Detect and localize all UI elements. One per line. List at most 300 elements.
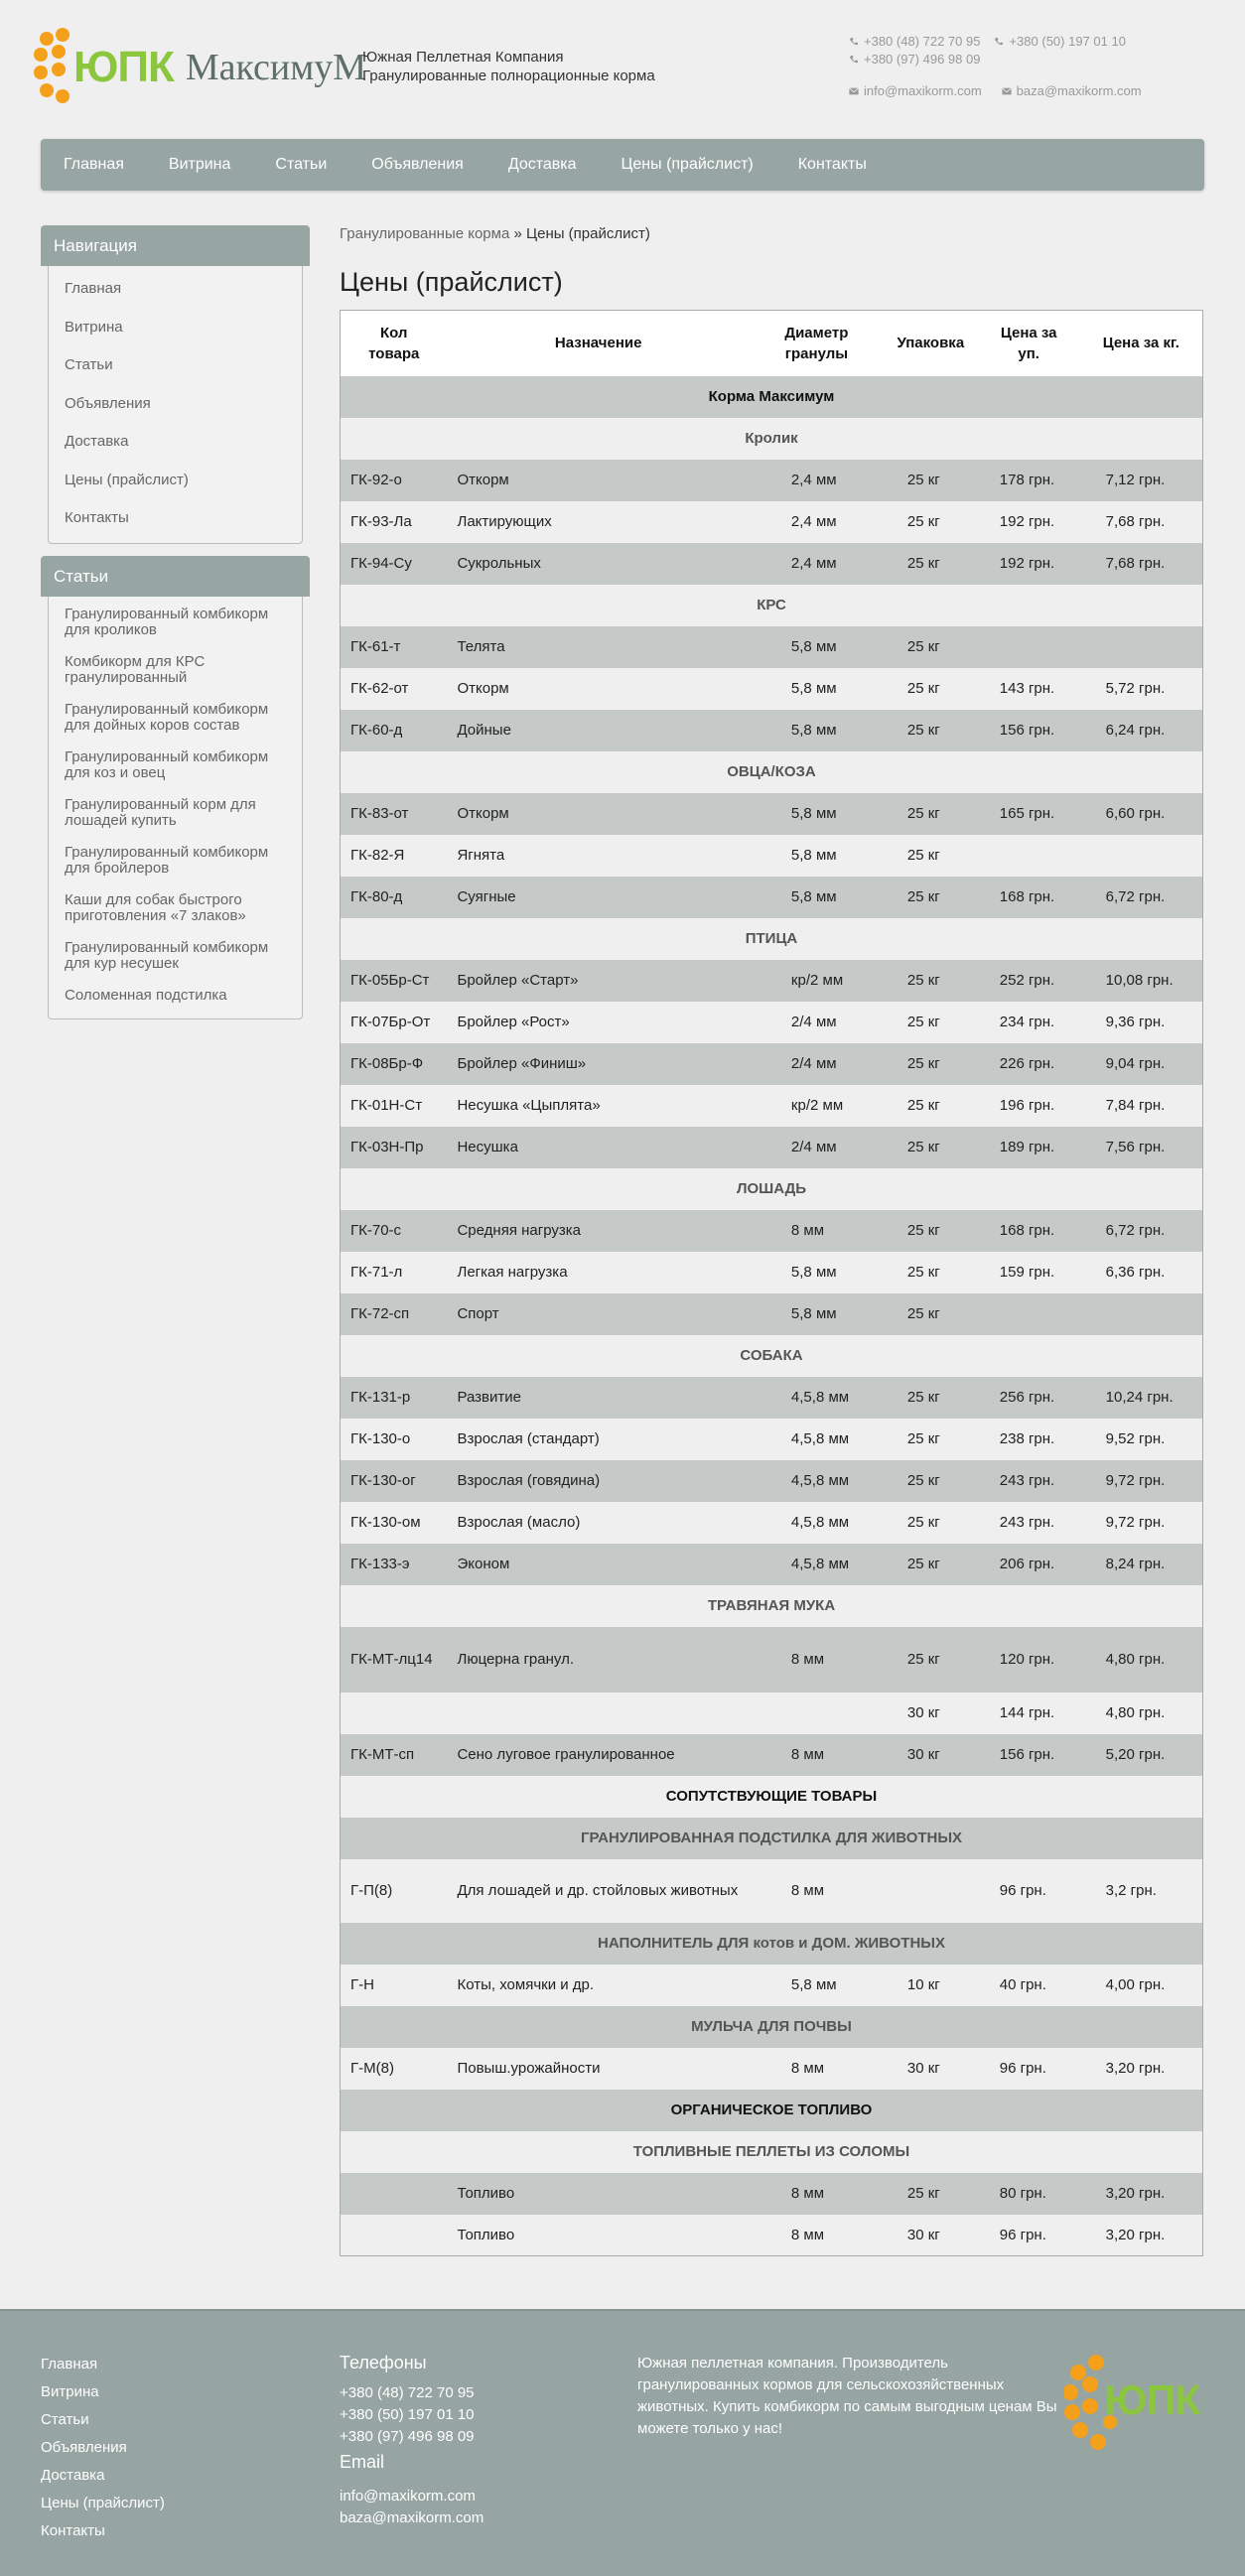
- cell-diameter: кр/2 мм: [750, 960, 884, 1002]
- cell-purpose: Эконом: [447, 1544, 749, 1585]
- cell-price-pack: [978, 835, 1080, 877]
- cell-code: ГК-72-сп: [341, 1293, 448, 1335]
- table-row: [341, 1085, 1203, 1127]
- cell-package: 25 кг: [884, 1210, 978, 1252]
- nav-home[interactable]: Главная: [64, 156, 124, 173]
- cell-purpose: Бройлер «Финиш»: [447, 1043, 749, 1085]
- cell-package: 25 кг: [884, 1544, 978, 1585]
- cell-purpose: Сукрольных: [447, 543, 749, 585]
- cell-diameter: 4,5,8 мм: [750, 1419, 884, 1460]
- cell-price-pack: 168 грн.: [978, 877, 1080, 918]
- cell-diameter: 5,8 мм: [750, 1293, 884, 1335]
- footer-about: Южная пеллетная компания. Производитель гранулированных кормов для сельскохозяйственных животных. Купить комбикорм по самым выгодным ценам Вы можете только у нас!: [637, 2355, 1057, 2437]
- cell-price-pack: 168 грн.: [978, 1210, 1080, 1252]
- cell-price-pack: [978, 1293, 1080, 1335]
- cell-price-kg: 9,36 грн.: [1080, 1002, 1203, 1043]
- footer-phone[interactable]: +380 (97) 496 98 09: [340, 2428, 475, 2445]
- cell-price-kg: [1080, 626, 1203, 668]
- cell-price-kg: 5,20 грн.: [1080, 1734, 1203, 1776]
- cell-code: [341, 2173, 448, 2215]
- cell-price-kg: 9,72 грн.: [1080, 1460, 1203, 1502]
- sidebar-articles-title: Статьи: [41, 556, 310, 597]
- cell-purpose: Легкая нагрузка: [447, 1252, 749, 1293]
- section-row: [341, 751, 1203, 793]
- cell-diameter: кр/2 мм: [750, 1085, 884, 1127]
- cell-price-pack: 96 грн.: [978, 1859, 1080, 1923]
- cell-price-pack: 156 грн.: [978, 710, 1080, 751]
- cell-price-pack: 234 грн.: [978, 1002, 1080, 1043]
- cell-price-pack: 144 грн.: [978, 1693, 1080, 1734]
- cell-price-kg: 10,08 грн.: [1080, 960, 1203, 1002]
- price-table-body: [341, 376, 1203, 2256]
- section-row: [341, 2006, 1203, 2048]
- table-row: [341, 1859, 1203, 1923]
- cell-price-kg: 4,00 грн.: [1080, 1965, 1203, 2006]
- header-email-2[interactable]: baza@maxikorm.com: [1016, 83, 1142, 98]
- site-header: [0, 0, 1245, 139]
- section-row: [341, 918, 1203, 960]
- cell-price-pack: 156 грн.: [978, 1734, 1080, 1776]
- cell-package: 25 кг: [884, 960, 978, 1002]
- cell-price-kg: 5,72 грн.: [1080, 668, 1203, 710]
- cell-price-kg: 7,68 грн.: [1080, 501, 1203, 543]
- table-row: [341, 877, 1203, 918]
- table-row: [341, 1627, 1203, 1693]
- header-contacts: [849, 33, 1142, 100]
- sidebar-item-delivery[interactable]: Доставка: [65, 433, 129, 450]
- cell-price-pack: 80 грн.: [978, 2173, 1080, 2215]
- cell-code: ГК-94-Су: [341, 543, 448, 585]
- cell-package: 30 кг: [884, 1734, 978, 1776]
- cell-code: Г-П(8): [341, 1859, 448, 1923]
- cell-price-kg: 6,24 грн.: [1080, 710, 1203, 751]
- sidebar-nav-list: [48, 266, 303, 544]
- cell-purpose: Сено луговое гранулированное: [447, 1734, 749, 1776]
- logo-brand: МаксимуМ: [185, 47, 367, 88]
- table-row: [341, 960, 1203, 1002]
- main-navbar: [41, 139, 1204, 191]
- cell-purpose: Взрослая (говядина): [447, 1460, 749, 1502]
- cell-code: ГК-133-э: [341, 1544, 448, 1585]
- cell-code: ГК-80-д: [341, 877, 448, 918]
- table-row: [341, 1252, 1203, 1293]
- breadcrumb-separator: »: [509, 225, 526, 242]
- cell-code: ГК-61-т: [341, 626, 448, 668]
- cell-package: 25 кг: [884, 501, 978, 543]
- cell-code: ГК-130-о: [341, 1419, 448, 1460]
- cell-price-kg: 9,04 грн.: [1080, 1043, 1203, 1085]
- table-row: [341, 501, 1203, 543]
- cell-price-pack: 243 грн.: [978, 1460, 1080, 1502]
- cell-price-kg: 10,24 грн.: [1080, 1377, 1203, 1419]
- cell-code: Г-Н: [341, 1965, 448, 2006]
- sidebar-article-link[interactable]: Гранулированный комбикорм для кур несушек: [65, 939, 269, 972]
- table-row: [341, 2048, 1203, 2090]
- cell-price-pack: 165 грн.: [978, 793, 1080, 835]
- cell-package: 30 кг: [884, 1693, 978, 1734]
- section-title: НАПОЛНИТЕЛЬ ДЛЯ котов и ДОМ. ЖИВОТНЫХ: [341, 1923, 1203, 1965]
- footer-phone[interactable]: +380 (48) 722 70 95: [340, 2384, 475, 2401]
- cell-purpose: Несушка: [447, 1127, 749, 1168]
- footer-link-showcase[interactable]: Витрина: [41, 2383, 99, 2400]
- cell-price-pack: 192 грн.: [978, 543, 1080, 585]
- section-title: МУЛЬЧА ДЛЯ ПОЧВЫ: [341, 2006, 1203, 2048]
- table-row: [341, 1965, 1203, 2006]
- sidebar-item-home[interactable]: Главная: [65, 280, 122, 297]
- cell-package: 25 кг: [884, 460, 978, 501]
- cell-code: [341, 2215, 448, 2256]
- cell-diameter: [750, 1693, 884, 1734]
- col-header-diameter: Диаметр гранулы: [750, 311, 884, 376]
- cell-price-kg: [1080, 835, 1203, 877]
- table-row: [341, 835, 1203, 877]
- table-row: [341, 2173, 1203, 2215]
- header-phone-1[interactable]: +380 (48) 722 70 95: [864, 34, 981, 49]
- cell-diameter: 5,8 мм: [750, 1252, 884, 1293]
- cell-diameter: 2,4 мм: [750, 501, 884, 543]
- section-row: [341, 418, 1203, 460]
- cell-price-kg: 4,80 грн.: [1080, 1627, 1203, 1693]
- table-row: [341, 1544, 1203, 1585]
- cell-diameter: 8 мм: [750, 2048, 884, 2090]
- table-row: [341, 1210, 1203, 1252]
- cell-price-kg: 7,84 грн.: [1080, 1085, 1203, 1127]
- footer-email[interactable]: info@maxikorm.com: [340, 2488, 476, 2505]
- cell-diameter: 8 мм: [750, 1210, 884, 1252]
- cell-code: ГК-62-от: [341, 668, 448, 710]
- cell-code: ГК-07Бр-От: [341, 1002, 448, 1043]
- cell-price-kg: [1080, 1293, 1203, 1335]
- page-title: Цены (прайслист): [340, 267, 563, 297]
- section-row: [341, 2090, 1203, 2131]
- cell-diameter: 5,8 мм: [750, 793, 884, 835]
- cell-price-pack: 243 грн.: [978, 1502, 1080, 1544]
- table-row: [341, 1502, 1203, 1544]
- nav-ads[interactable]: Объявления: [371, 156, 464, 173]
- logo-dots-icon: [40, 28, 79, 107]
- sidebar-articles: [41, 556, 310, 1019]
- table-row: [341, 626, 1203, 668]
- section-row: [341, 1335, 1203, 1377]
- cell-purpose: Повыш.урожайности: [447, 2048, 749, 2090]
- cell-price-kg: 7,12 грн.: [1080, 460, 1203, 501]
- nav-showcase[interactable]: Витрина: [168, 156, 231, 173]
- cell-purpose: Средняя нагрузка: [447, 1210, 749, 1252]
- cell-package: [884, 1859, 978, 1923]
- section-row: [341, 1168, 1203, 1210]
- footer-phone[interactable]: +380 (50) 197 01 10: [340, 2406, 475, 2423]
- cell-purpose: Лактирующих: [447, 501, 749, 543]
- phone-icon: [849, 37, 859, 47]
- section-row: [341, 1818, 1203, 1859]
- cell-diameter: 2,4 мм: [750, 460, 884, 501]
- cell-purpose: Для лошадей и др. стойловых животных: [447, 1859, 749, 1923]
- cell-diameter: 8 мм: [750, 2215, 884, 2256]
- cell-code: [341, 1693, 448, 1734]
- cell-diameter: 5,8 мм: [750, 668, 884, 710]
- cell-price-kg: 3,20 грн.: [1080, 2215, 1203, 2256]
- header-phone-2[interactable]: +380 (50) 197 01 10: [1009, 34, 1126, 49]
- cell-package: 25 кг: [884, 543, 978, 585]
- section-title: ТОПЛИВНЫЕ ПЕЛЛЕТЫ ИЗ СОЛОМЫ: [341, 2131, 1203, 2173]
- cell-price-kg: 3,2 грн.: [1080, 1859, 1203, 1923]
- sidebar-item-contacts[interactable]: Контакты: [65, 509, 129, 526]
- cell-price-pack: 189 грн.: [978, 1127, 1080, 1168]
- table-row: [341, 1127, 1203, 1168]
- company-tagline: Гранулированные полнорационные корма: [362, 68, 655, 84]
- footer-link-ads[interactable]: Объявления: [41, 2439, 127, 2456]
- phone-icon: [994, 37, 1004, 47]
- sidebar-item-showcase[interactable]: Витрина: [65, 318, 123, 336]
- section-row: [341, 1585, 1203, 1627]
- price-table: [340, 310, 1203, 2256]
- phone-icon: [849, 55, 859, 65]
- site-footer: [0, 2309, 1245, 2576]
- cell-price-pack: 226 грн.: [978, 1043, 1080, 1085]
- cell-purpose: [447, 1693, 749, 1734]
- sidebar-navigation: [41, 225, 310, 544]
- cell-code: ГК-92-о: [341, 460, 448, 501]
- footer-email[interactable]: baza@maxikorm.com: [340, 2509, 484, 2526]
- cell-diameter: 2/4 мм: [750, 1127, 884, 1168]
- cell-code: ГК-82-Я: [341, 835, 448, 877]
- section-title: Корма Максимум: [341, 376, 1203, 418]
- cell-diameter: 8 мм: [750, 1627, 884, 1693]
- cell-purpose: Дойные: [447, 710, 749, 751]
- cell-price-kg: 3,20 грн.: [1080, 2048, 1203, 2090]
- table-row: [341, 710, 1203, 751]
- footer-phones-title: Телефоны: [340, 2353, 427, 2373]
- breadcrumb: [340, 225, 650, 242]
- cell-package: 25 кг: [884, 1085, 978, 1127]
- cell-price-pack: 159 грн.: [978, 1252, 1080, 1293]
- cell-code: ГК-83-от: [341, 793, 448, 835]
- section-title: КРС: [341, 585, 1203, 626]
- cell-purpose: Бройлер «Старт»: [447, 960, 749, 1002]
- cell-code: ГК-70-с: [341, 1210, 448, 1252]
- cell-diameter: 5,8 мм: [750, 877, 884, 918]
- cell-diameter: 8 мм: [750, 1734, 884, 1776]
- section-row: [341, 1923, 1203, 1965]
- logo-letters: ЮПК: [73, 43, 174, 91]
- section-title: ПТИЦА: [341, 918, 1203, 960]
- footer-logo-letters: ЮПК: [1104, 2376, 1200, 2423]
- cell-package: 25 кг: [884, 877, 978, 918]
- cell-code: ГК-60-д: [341, 710, 448, 751]
- cell-price-pack: 192 грн.: [978, 501, 1080, 543]
- footer-link-delivery[interactable]: Доставка: [41, 2467, 105, 2484]
- cell-package: 10 кг: [884, 1965, 978, 2006]
- sidebar-article-link[interactable]: Соломенная подстилка: [65, 987, 227, 1004]
- table-row: [341, 1043, 1203, 1085]
- sidebar-article-link[interactable]: Гранулированный комбикорм для коз и овец: [65, 748, 269, 781]
- nav-delivery[interactable]: Доставка: [507, 156, 577, 173]
- nav-articles[interactable]: Статьи: [275, 156, 328, 173]
- cell-diameter: 2,4 мм: [750, 543, 884, 585]
- cell-code: ГК-93-Ла: [341, 501, 448, 543]
- footer-nav: [41, 2351, 165, 2545]
- cell-price-pack: 96 грн.: [978, 2215, 1080, 2256]
- footer-email-title: Email: [340, 2452, 385, 2472]
- sidebar-nav-title: Навигация: [41, 225, 310, 266]
- cell-code: ГК-131-р: [341, 1377, 448, 1419]
- cell-package: 25 кг: [884, 1252, 978, 1293]
- cell-code: Г-М(8): [341, 2048, 448, 2090]
- sidebar-article-link[interactable]: Гранулированный корм для лошадей купить: [65, 796, 256, 829]
- cell-diameter: 5,8 мм: [750, 835, 884, 877]
- sidebar-item-prices[interactable]: Цены (прайслист): [65, 471, 189, 488]
- footer-link-articles[interactable]: Статьи: [41, 2411, 89, 2428]
- cell-purpose: Откорм: [447, 793, 749, 835]
- sidebar-article-link[interactable]: Гранулированный комбикорм для бройлеров: [65, 844, 269, 877]
- sidebar-item-ads[interactable]: Объявления: [65, 394, 151, 412]
- cell-purpose: Несушка «Цыплята»: [447, 1085, 749, 1127]
- cell-package: 25 кг: [884, 626, 978, 668]
- cell-purpose: Ягнята: [447, 835, 749, 877]
- cell-price-pack: 206 грн.: [978, 1544, 1080, 1585]
- cell-diameter: 2/4 мм: [750, 1043, 884, 1085]
- cell-package: 25 кг: [884, 1043, 978, 1085]
- cell-price-pack: 40 грн.: [978, 1965, 1080, 2006]
- section-row: [341, 376, 1203, 418]
- cell-code: ГК-130-ог: [341, 1460, 448, 1502]
- cell-purpose: Коты, хомячки и др.: [447, 1965, 749, 2006]
- mail-icon: [1002, 86, 1012, 96]
- sidebar-article-link[interactable]: Комбикорм для КРС гранулированный: [65, 653, 206, 686]
- cell-package: 25 кг: [884, 1627, 978, 1693]
- table-row: [341, 2215, 1203, 2256]
- cell-package: 30 кг: [884, 2215, 978, 2256]
- cell-code: ГК-130-ом: [341, 1502, 448, 1544]
- cell-price-kg: 6,72 грн.: [1080, 1210, 1203, 1252]
- cell-price-pack: 256 грн.: [978, 1377, 1080, 1419]
- cell-package: 25 кг: [884, 1419, 978, 1460]
- price-table-header: [341, 311, 1203, 376]
- col-header-price-pack: Цена за уп.: [978, 311, 1080, 376]
- cell-purpose: Развитие: [447, 1377, 749, 1419]
- cell-package: 25 кг: [884, 710, 978, 751]
- table-row: [341, 460, 1203, 501]
- table-row: [341, 1002, 1203, 1043]
- cell-package: 30 кг: [884, 2048, 978, 2090]
- cell-package: 25 кг: [884, 793, 978, 835]
- cell-diameter: 5,8 мм: [750, 1965, 884, 2006]
- mail-icon: [849, 86, 859, 96]
- section-title: СОПУТСТВУЮЩИЕ ТОВАРЫ: [341, 1776, 1203, 1818]
- footer-logo: [1064, 2351, 1203, 2460]
- cell-purpose: Суягные: [447, 877, 749, 918]
- cell-package: 25 кг: [884, 1002, 978, 1043]
- col-header-price-kg: Цена за кг.: [1080, 311, 1203, 376]
- cell-package: 25 кг: [884, 2173, 978, 2215]
- nav-contacts[interactable]: Контакты: [797, 156, 867, 173]
- table-row: [341, 668, 1203, 710]
- table-row: [341, 543, 1203, 585]
- cell-diameter: 4,5,8 мм: [750, 1377, 884, 1419]
- footer-contacts: [340, 2349, 484, 2529]
- cell-package: 25 кг: [884, 1127, 978, 1168]
- col-header-package: Упаковка: [884, 311, 978, 376]
- cell-price-pack: 120 грн.: [978, 1627, 1080, 1693]
- table-row: [341, 1377, 1203, 1419]
- sidebar-item-articles[interactable]: Статьи: [65, 356, 113, 373]
- header-phone-3[interactable]: +380 (97) 496 98 09: [864, 52, 981, 67]
- cell-price-kg: 9,52 грн.: [1080, 1419, 1203, 1460]
- cell-code: ГК-МТ-сп: [341, 1734, 448, 1776]
- sidebar-article-link[interactable]: Каши для собак быстрого приготовления «7 злаков»: [65, 891, 246, 924]
- table-row: [341, 1693, 1203, 1734]
- cell-package: 25 кг: [884, 1502, 978, 1544]
- nav-prices[interactable]: Цены (прайслист): [621, 156, 754, 173]
- header-email-1[interactable]: info@maxikorm.com: [864, 83, 982, 98]
- cell-purpose: Откорм: [447, 460, 749, 501]
- table-row: [341, 1734, 1203, 1776]
- cell-purpose: Топливо: [447, 2215, 749, 2256]
- table-row: [341, 1293, 1203, 1335]
- site-logo[interactable]: [40, 28, 366, 107]
- cell-package: 25 кг: [884, 835, 978, 877]
- cell-diameter: 2/4 мм: [750, 1002, 884, 1043]
- section-title: ГРАНУЛИРОВАННАЯ ПОДСТИЛКА ДЛЯ ЖИВОТНЫХ: [341, 1818, 1203, 1859]
- cell-price-kg: 6,60 грн.: [1080, 793, 1203, 835]
- cell-code: ГК-08Бр-Ф: [341, 1043, 448, 1085]
- footer-link-home[interactable]: Главная: [41, 2356, 98, 2373]
- sidebar-article-link[interactable]: Гранулированный комбикорм для кроликов: [65, 606, 269, 638]
- cell-package: 25 кг: [884, 668, 978, 710]
- cell-price-kg: 6,36 грн.: [1080, 1252, 1203, 1293]
- section-row: [341, 1776, 1203, 1818]
- col-header-code: Кол товара: [341, 311, 448, 376]
- company-name: Южная Пеллетная Компания: [362, 49, 564, 66]
- cell-diameter: 5,8 мм: [750, 626, 884, 668]
- cell-price-pack: 143 грн.: [978, 668, 1080, 710]
- cell-diameter: 8 мм: [750, 1859, 884, 1923]
- cell-price-pack: 178 грн.: [978, 460, 1080, 501]
- cell-price-pack: 196 грн.: [978, 1085, 1080, 1127]
- cell-purpose: Люцерна гранул.: [447, 1627, 749, 1693]
- cell-purpose: Взрослая (стандарт): [447, 1419, 749, 1460]
- cell-purpose: Взрослая (масло): [447, 1502, 749, 1544]
- footer-link-contacts[interactable]: Контакты: [41, 2522, 105, 2539]
- sidebar-article-link[interactable]: Гранулированный комбикорм для дойных коров состав: [65, 701, 269, 734]
- footer-link-prices[interactable]: Цены (прайслист): [41, 2495, 165, 2511]
- cell-code: ГК-МТ-лц14: [341, 1627, 448, 1693]
- cell-price-kg: 7,56 грн.: [1080, 1127, 1203, 1168]
- cell-purpose: Топливо: [447, 2173, 749, 2215]
- table-row: [341, 1419, 1203, 1460]
- cell-code: ГК-03Н-Пр: [341, 1127, 448, 1168]
- cell-purpose: Телята: [447, 626, 749, 668]
- section-title: ТРАВЯНАЯ МУКА: [341, 1585, 1203, 1627]
- cell-purpose: Откорм: [447, 668, 749, 710]
- table-row: [341, 1460, 1203, 1502]
- cell-price-kg: 6,72 грн.: [1080, 877, 1203, 918]
- breadcrumb-link[interactable]: Гранулированные корма: [340, 225, 510, 242]
- cell-price-kg: 3,20 грн.: [1080, 2173, 1203, 2215]
- company-info: [362, 48, 655, 85]
- cell-price-pack: 96 грн.: [978, 2048, 1080, 2090]
- cell-code: ГК-01Н-Ст: [341, 1085, 448, 1127]
- cell-purpose: Бройлер «Рост»: [447, 1002, 749, 1043]
- cell-code: ГК-71-л: [341, 1252, 448, 1293]
- cell-price-kg: 7,68 грн.: [1080, 543, 1203, 585]
- cell-diameter: 4,5,8 мм: [750, 1460, 884, 1502]
- breadcrumb-current: Цены (прайслист): [526, 225, 650, 242]
- section-title: Кролик: [341, 418, 1203, 460]
- cell-price-pack: [978, 626, 1080, 668]
- cell-price-kg: 8,24 грн.: [1080, 1544, 1203, 1585]
- cell-price-kg: 9,72 грн.: [1080, 1502, 1203, 1544]
